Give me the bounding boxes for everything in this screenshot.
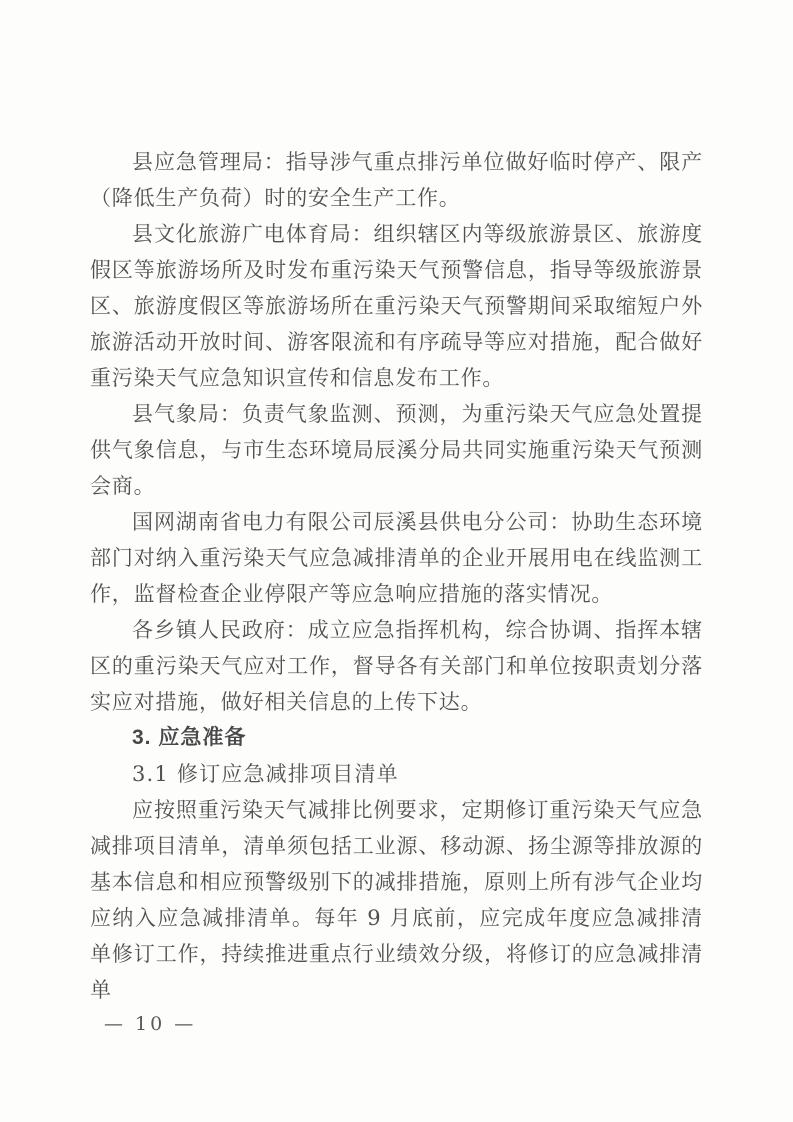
paragraph-duty-emergency-management-bureau: 县应急管理局：指导涉气重点排污单位做好临时停产、限产（降低生产负荷）时的安全生产工作。 — [90, 150, 703, 210]
paragraph-revise-emission-reduction-list-body: 应按照重污染天气减排比例要求，定期修订重污染天气应急减排项目清单，清单须包括工业源、移动源、扬尘源等排放源的基本信息和相应预警级别下的减排措施，原则上所有涉气企业均应纳入应急减排清单。每年 9 月底前，应完成年度应急减排清单修订工作，持续推进重点行业绩效分级，将修订的应急减排清单 — [90, 798, 703, 1002]
paragraph-duty-township-governments: 各乡镇人民政府：成立应急指挥机构，综合协调、指挥本辖区的重污染天气应对工作，督导各有关部门和单位按职责划分落实应对措施，做好相关信息的上传下达。 — [90, 618, 703, 714]
document-body — [90, 144, 703, 1008]
paragraph-duty-culture-tourism-broadcast-sports-bureau: 县文化旅游广电体育局：组织辖区内等级旅游景区、旅游度假区等旅游场所及时发布重污染天气预警信息，指导等级旅游景区、旅游度假区等旅游场所在重污染天气预警期间采取缩短户外旅游活动开放时间、游客限流和有序疏导等应对措施，配合做好重污染天气应急知识宣传和信息发布工作。 — [90, 222, 703, 390]
paragraph-duty-meteorological-bureau: 县气象局：负责气象监测、预测，为重污染天气应急处置提供气象信息，与市生态环境局辰溪分局共同实施重污染天气预测会商。 — [90, 402, 703, 498]
section-heading-emergency-preparation: 3. 应急准备 — [132, 726, 247, 749]
paragraph-duty-state-grid-power-company: 国网湖南省电力有限公司辰溪县供电分公司：协助生态环境部门对纳入重污染天气应急减排清单的企业开展用电在线监测工作，监督检查企业停限产等应急响应措施的落实情况。 — [90, 510, 703, 606]
subsection-heading-revise-emission-reduction-list: 3.1 修订应急减排项目清单 — [132, 762, 399, 786]
page-number: — 10 — — [104, 1013, 197, 1035]
